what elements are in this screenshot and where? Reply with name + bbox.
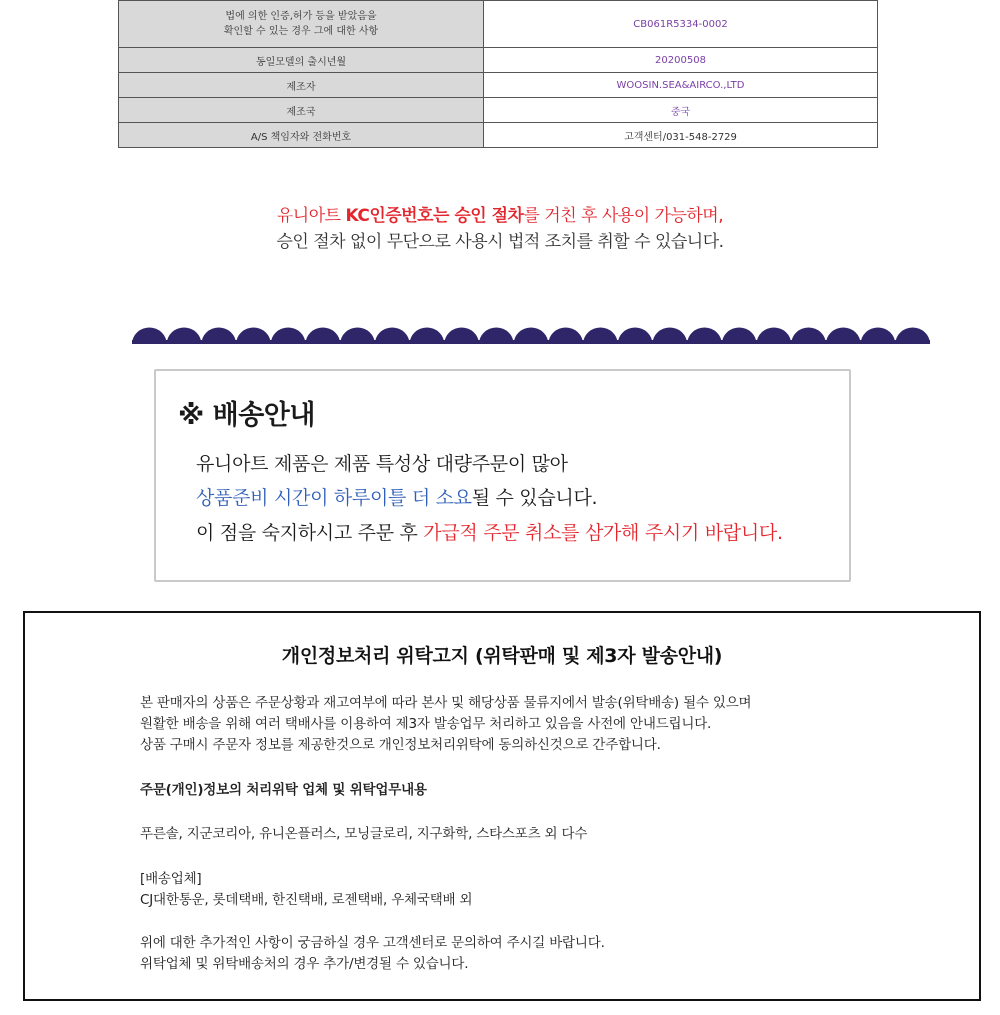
product-spec-table xyxy=(118,0,878,148)
privacy-text-line: 상품 구매시 주문자 정보를 제공한것으로 개인정보처리위탁에 동의하신것으로 간주합니다. xyxy=(140,737,661,753)
kc-notice-line1: 유니아트 KC인증번호는 승인 절차를 거친 후 사용이 가능하며, xyxy=(276,206,724,226)
shipping-line-1: 유니아트 제품은 제품 특성상 대량주문이 많아 xyxy=(196,453,568,475)
spec-key-certification: 법에 의한 인증,허가 등을 받았음을 확인할 수 있는 경우 그에 대한 사항 xyxy=(119,1,484,48)
privacy-text-line: 원활한 배송을 위해 여러 택배사를 이용하여 제3자 발송업무 처리하고 있음을 사전에 안내드립니다. xyxy=(140,716,712,732)
spec-key-release-date: 동일모델의 출시년월 xyxy=(119,48,484,73)
privacy-text-line: 위에 대한 추가적인 사항이 궁금하실 경우 고객센터로 문의하여 주시길 바랍니다. xyxy=(140,935,605,951)
privacy-closing xyxy=(140,933,605,975)
shipping-notice-box xyxy=(154,369,851,582)
spec-key-as-contact: A/S 책임자와 전화번호 xyxy=(119,123,484,148)
table-row xyxy=(119,73,878,98)
spec-value-manufacturer: WOOSIN.SEA&AIRCO.,LTD xyxy=(484,73,878,98)
privacy-text-line: 본 판매자의 상품은 주문상황과 재고여부에 따라 본사 및 해당상품 물류지에서 발송(위탁배송) 될수 있으며 xyxy=(140,695,752,711)
spec-value-release-date: 20200508 xyxy=(484,48,878,73)
privacy-paragraph-1 xyxy=(140,693,751,756)
privacy-title: 개인정보처리 위탁고지 (위탁판매 및 제3자 발송안내) xyxy=(281,645,723,667)
spec-value-certification: CB061R5334-0002 xyxy=(484,1,878,48)
scallop-divider xyxy=(132,324,930,344)
table-row xyxy=(119,1,878,48)
spec-key-country: 제조국 xyxy=(119,98,484,123)
privacy-delivery xyxy=(140,869,472,911)
delivery-list: CJ대한통운, 롯데택배, 한진택배, 로젠택배, 우체국택배 외 xyxy=(140,892,473,908)
privacy-text-line: 위탁업체 및 위탁배송처의 경우 추가/변경될 수 있습니다. xyxy=(140,956,469,972)
table-row xyxy=(119,123,878,148)
shipping-title: ※ 배송안내 xyxy=(178,400,315,431)
privacy-heading: 주문(개인)정보의 처리위탁 업체 및 위탁업무내용 xyxy=(140,782,427,798)
table-row xyxy=(119,98,878,123)
shipping-line-2: 상품준비 시간이 하루이틀 더 소요될 수 있습니다. xyxy=(196,487,598,509)
spec-key-manufacturer: 제조자 xyxy=(119,73,484,98)
spec-value-country: 중국 xyxy=(484,98,878,123)
spec-value-as-contact: 고객센터/031-548-2729 xyxy=(484,123,878,148)
privacy-companies: 푸른솔, 지군코리아, 유니온플러스, 모닝글로리, 지구화학, 스타스포츠 외 다수 xyxy=(140,826,588,842)
privacy-consignment-box xyxy=(23,611,981,1001)
shipping-line-3: 이 점을 숙지하시고 주문 후 가급적 주문 취소를 삼가해 주시기 바랍니다. xyxy=(196,522,783,544)
table-row xyxy=(119,48,878,73)
delivery-label: [배송업체] xyxy=(140,871,202,887)
kc-notice-line2: 승인 절차 없이 무단으로 사용시 법적 조치를 취할 수 있습니다. xyxy=(276,232,724,252)
